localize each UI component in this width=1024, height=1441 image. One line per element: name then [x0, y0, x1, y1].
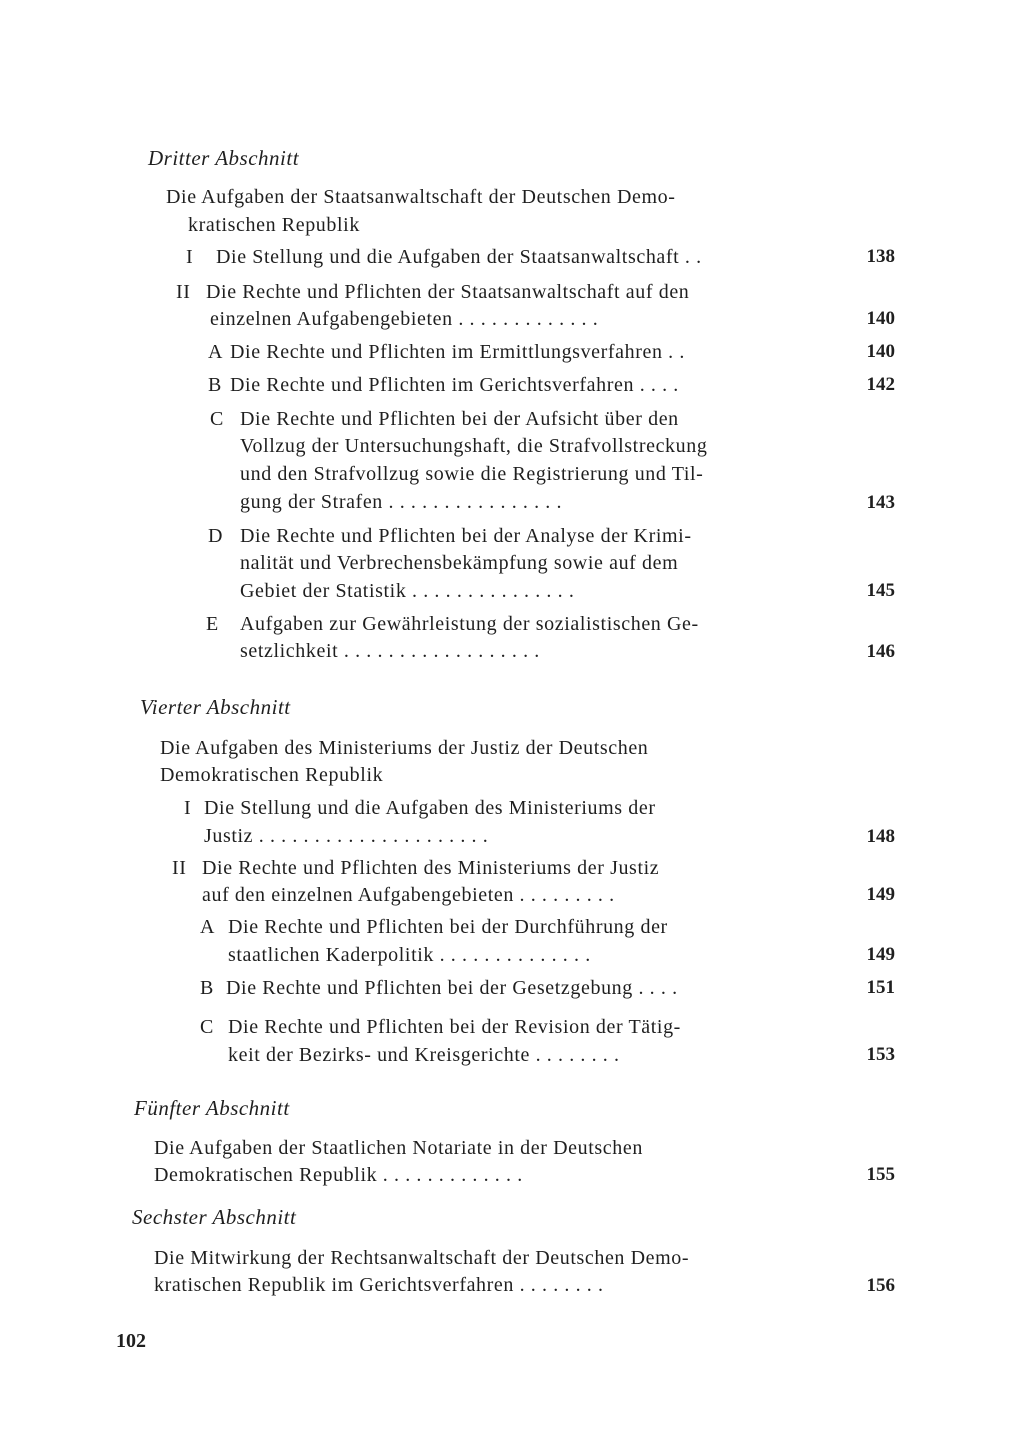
section-title-sechster: Sechster Abschnitt [132, 1205, 297, 1229]
page-number: 143 [866, 492, 895, 513]
page-number: 156 [866, 1275, 895, 1296]
entry-text-cont: Vollzug der Untersuchungshaft, die Strafvollstreckung [240, 435, 708, 457]
entry-text-cont: Justiz . . . . . . . . . . . . . . . . . . . . . [204, 825, 489, 847]
entry-text: Die Rechte und Pflichten bei der Gesetzgebung . . . . [226, 977, 678, 999]
page-number: 155 [866, 1164, 895, 1185]
section-heading-line: kratischen Republik im Gerichtsverfahren . . . . . . . . [154, 1274, 604, 1296]
page-number: 149 [866, 884, 895, 905]
entry-text: Die Rechte und Pflichten bei der Durchführung der [228, 916, 668, 938]
toc-entry [208, 522, 692, 550]
section-heading-line: Demokratischen Republik . . . . . . . . . . . . . [154, 1164, 523, 1186]
entry-text-cont: und den Strafvollzug sowie die Registrierung und Til- [240, 463, 704, 485]
entry-text: Aufgaben zur Gewährleistung der sozialistischen Ge- [240, 613, 699, 635]
section-heading-line: kratischen Republik [188, 214, 360, 236]
page-number: 146 [866, 641, 895, 662]
entry-text-cont: Gebiet der Statistik . . . . . . . . . . . . . . . [240, 580, 575, 602]
toc-entry [184, 794, 656, 822]
section-title-dritter: Dritter Abschnitt [148, 146, 300, 170]
entry-text-cont: keit der Bezirks- und Kreisgerichte . . . . . . . . [228, 1044, 620, 1066]
page-number: 142 [866, 374, 895, 395]
entry-text: Die Rechte und Pflichten im Gerichtsverfahren . . . . [230, 374, 679, 396]
entry-label: C [200, 1016, 214, 1038]
toc-entry [176, 278, 689, 306]
toc-entry [200, 1013, 681, 1041]
entry-label: B [208, 374, 222, 396]
entry-label: E [206, 613, 219, 635]
section-title-vierter: Vierter Abschnitt [140, 695, 291, 719]
toc-entry [200, 913, 668, 941]
entry-text-cont: einzelnen Aufgabengebieten . . . . . . . . . . . . . [210, 308, 599, 330]
entry-text-cont: nalität und Verbrechensbekämpfung sowie auf dem [240, 552, 679, 574]
section-heading-line: Die Aufgaben der Staatsanwaltschaft der Deutschen Demo- [166, 186, 676, 208]
page-number: 148 [866, 826, 895, 847]
page-number: 140 [866, 308, 895, 329]
page-number: 153 [866, 1044, 895, 1065]
entry-label: B [200, 977, 214, 999]
entry-text: Die Rechte und Pflichten bei der Aufsicht über den [240, 408, 679, 430]
entry-text: Die Rechte und Pflichten der Staatsanwaltschaft auf den [206, 281, 690, 303]
toc-entry [172, 854, 659, 882]
section-heading-line: Demokratischen Republik [160, 764, 384, 786]
entry-text-cont: setzlichkeit . . . . . . . . . . . . . . . . . . [240, 640, 540, 662]
section-title-fuenfter: Fünfter Abschnitt [134, 1096, 290, 1120]
entry-label: I [184, 797, 192, 819]
section-heading-line: Die Aufgaben des Ministeriums der Justiz der Deutschen [160, 737, 649, 759]
entry-text: Die Rechte und Pflichten des Ministeriums der Justiz [202, 857, 660, 879]
toc-entry [206, 610, 699, 638]
page-number: 145 [866, 580, 895, 601]
toc-entry [208, 338, 685, 366]
toc-entry [208, 371, 679, 399]
entry-label: I [186, 246, 194, 268]
toc-entry [210, 405, 679, 433]
entry-label: II [176, 281, 191, 303]
section-heading-line: Die Mitwirkung der Rechtsanwaltschaft der Deutschen Demo- [154, 1247, 690, 1269]
entry-text: Die Rechte und Pflichten bei der Analyse der Krimi- [240, 525, 692, 547]
page-number: 149 [866, 944, 895, 965]
page-number: 138 [866, 246, 895, 267]
entry-text: Die Stellung und die Aufgaben des Ministeriums der [204, 797, 656, 819]
entry-label: II [172, 857, 187, 879]
entry-label: A [200, 916, 216, 938]
entry-text: Die Rechte und Pflichten bei der Revision der Tätig- [228, 1016, 681, 1038]
entry-text: Die Rechte und Pflichten im Ermittlungsverfahren . . [230, 341, 685, 363]
entry-label: D [208, 525, 224, 547]
page-folio: 102 [116, 1330, 146, 1352]
entry-text-cont: gung der Strafen . . . . . . . . . . . . . . . . [240, 491, 563, 513]
toc-entry [186, 243, 702, 271]
section-heading-line: Die Aufgaben der Staatlichen Notariate in der Deutschen [154, 1137, 643, 1159]
entry-text-cont: staatlichen Kaderpolitik . . . . . . . . . . . . . . [228, 944, 591, 966]
entry-label: C [210, 408, 224, 430]
entry-label: A [208, 341, 224, 363]
entry-text: Die Stellung und die Aufgaben der Staatsanwaltschaft . . [216, 246, 702, 268]
entry-text-cont: auf den einzelnen Aufgabengebieten . . . . . . . . . [202, 884, 615, 906]
page-number: 140 [866, 341, 895, 362]
page-number: 151 [866, 977, 895, 998]
toc-entry [200, 974, 678, 1002]
